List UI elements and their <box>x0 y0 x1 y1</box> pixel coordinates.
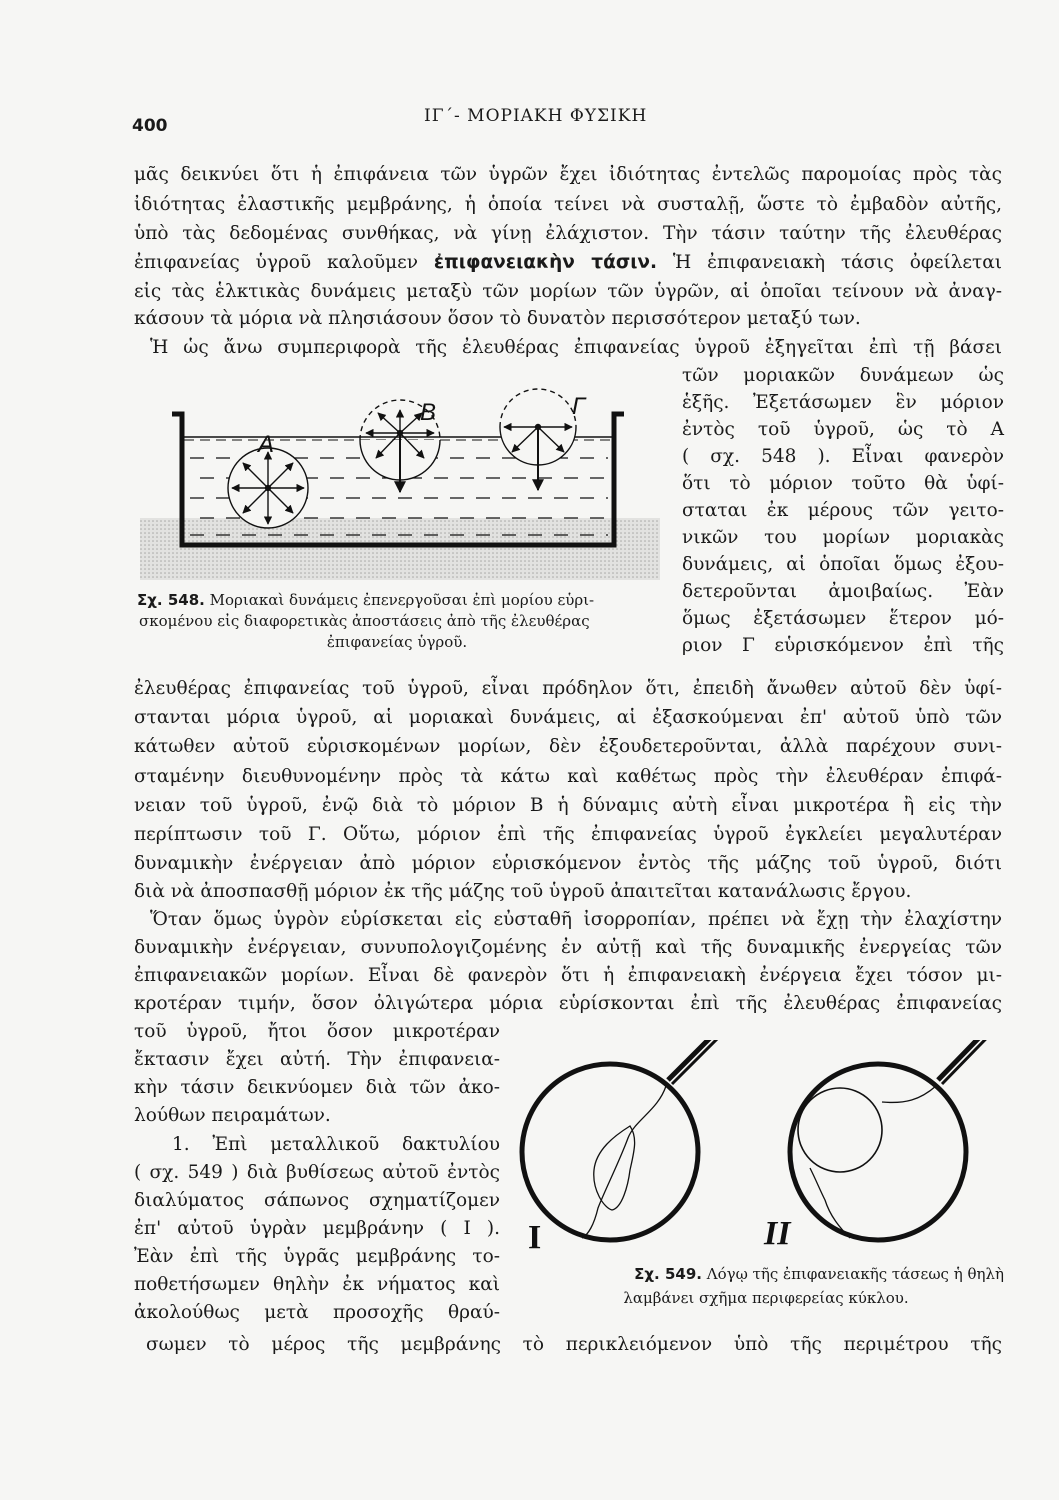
text-fragment: ἐπιφανείας ὑγροῦ καλοῦμεν <box>134 252 434 273</box>
text-line: σταμένην διευθυνομένην πρὸς τὰ κάτω καὶ καθέτως πρὸς τὴν ἐλευθέραν ἐπιφά- <box>134 766 1002 787</box>
text-line: ἔκτασιν ἔχει αὐτή. Τὴν ἐπιφανεια- <box>134 1049 500 1070</box>
text-line: λούθων πειραμάτων. <box>134 1105 331 1126</box>
text-line: ὑπὸ τὰς δεδομένας συνθήκας, νὰ γίνῃ ἐλάχιστον. Τὴν τάσιν ταύτην τῆς ἐλευθέρας <box>134 223 1002 244</box>
text-line: ἐντὸς τοῦ ὑγροῦ, ὡς τὸ Α <box>682 419 1004 440</box>
page-number: 400 <box>132 116 168 136</box>
label-b: Β <box>420 399 437 426</box>
text-line: ( σχ. 549 ) διὰ βυθίσεως αὐτοῦ ἐντὸς <box>134 1162 500 1183</box>
caption-text: λαμβάνει σχῆμα περιφερείας κύκλου. <box>623 1289 909 1307</box>
text-line: ἑξῆς. Ἐξετάσωμεν ἓν μόριον <box>682 392 1004 413</box>
label-a: Α <box>258 431 275 458</box>
text-line: κάτωθεν αὐτοῦ εὑρισκομένων μορίων, δὲν ἐξουδετεροῦνται, ἀλλὰ παρέχουν συνι- <box>134 736 1002 757</box>
ring-one <box>522 1040 742 1240</box>
text-line: δυνάμεις, αἱ ὁποῖαι ὅμως ἐξου- <box>682 554 1004 575</box>
text-line: νειαν τοῦ ὑγροῦ, ἐνῷ διὰ τὸ μόριον Β ἡ δύναμις αὐτὴ εἶναι μικροτέρα ἢ εἰς τὴν <box>134 795 1002 816</box>
text-line: διὰ νὰ ἀποσπασθῇ μόριον ἐκ τῆς μάζης τοῦ ὑγροῦ ἀπαιτεῖται κατανάλωσις ἔργου. <box>134 881 912 902</box>
text-line: ριον Γ εὑρισκόμενον ἐπὶ τῆς <box>682 635 1004 656</box>
text-line: ἐλευθέρας ἐπιφανείας τοῦ ὑγροῦ, εἶναι πρόδηλον ὅτι, ἐπειδὴ ἄνωθεν αὐτοῦ δὲν ὑφί- <box>134 678 1002 699</box>
text-line-with-term <box>134 251 1002 275</box>
molecule-a <box>228 448 308 528</box>
figure-548 <box>140 380 660 580</box>
text-line: μᾶς δεικνύει ὅτι ἡ ἐπιφάνεια τῶν ὑγρῶν ἔχει ἰδιότητας ἐντελῶς παρομοίας πρὸς τὰς <box>134 164 1002 185</box>
text-line: κροτέραν τιμήν, ὅσον ὀλιγώτερα μόρια εὑρίσκονται ἐπὶ τῆς ἐλευθέρας ἐπιφανείας <box>134 993 1002 1014</box>
molecule-g <box>500 389 576 490</box>
caption-text: Λόγῳ τῆς ἐπιφανειακῆς τάσεως ἡ θηλὴ <box>706 1265 1004 1283</box>
text-line: ( σχ. 548 ). Εἶναι φανερὸν <box>682 446 1004 467</box>
text-line: Ἐὰν ἐπὶ τῆς ὑγρᾶς μεμβράνης το- <box>134 1246 500 1267</box>
text-line: ὅτι τὸ μόριον τοῦτο θὰ ὑφί- <box>682 473 1004 494</box>
text-line: σταται ἐκ μέρους τῶν γειτο- <box>682 500 1004 521</box>
bold-term: ἐπιφανειακὴν τάσιν. <box>433 252 658 273</box>
caption-number: Σχ. 548. <box>137 591 205 609</box>
text-line: Ὅταν ὅμως ὑγρὸν εὑρίσκεται εἰς εὐσταθῆ ἰσορροπίαν, πρέπει νὰ ἔχῃ τὴν ἐλαχίστην <box>150 909 1002 930</box>
text-line: ἐπ' αὐτοῦ ὑγρὰν μεμβράνην ( Ι ). <box>134 1218 500 1239</box>
text-line: διαλύματος σάπωνος σχηματίζομεν <box>134 1190 500 1211</box>
text-line: ὅμως ἐξετάσωμεν ἕτερον μό- <box>682 608 1004 629</box>
label-ring-two: ΙΙ <box>764 1215 791 1252</box>
caption-text: σκομένου εἰς διαφορετικὰς ἀποστάσεις ἀπὸ τῆς ἐλευθέρας <box>139 612 590 630</box>
text-fragment: Ἡ ἐπιφανειακὴ τάσις ὀφείλεται <box>657 252 1002 273</box>
caption-text: ἐπιφανείας ὑγροῦ. <box>326 633 468 651</box>
text-line: κάσουν τὰ μόρια νὰ πλησιάσουν ὅσον τὸ δυνατὸν περισσότερον μεταξύ των. <box>134 308 861 329</box>
ring-two <box>790 1040 1010 1240</box>
table-surface <box>140 518 660 580</box>
text-line: ἀκολούθως μετὰ προσοχῆς θραύ- <box>134 1302 500 1323</box>
text-line: εἰς τὰς ἑλκτικὰς δυνάμεις μεταξὺ τῶν μορίων τῶν ὑγρῶν, αἱ ὁποῖαι τείνουν νὰ ἀναγ- <box>134 281 1002 302</box>
text-line: νικῶν του μορίων μοριακὰς <box>682 527 1004 548</box>
text-line: περίπτωσιν τοῦ Γ. Οὕτω, μόριον ἐπὶ τῆς ἐπιφανείας ὑγροῦ ἐγκλείει μεγαλυτέραν <box>134 824 1002 845</box>
text-line: δετεροῦνται ἀμοιβαίως. Ἐὰν <box>682 581 1004 602</box>
caption-text: Μοριακαὶ δυνάμεις ἐπενεργοῦσαι ἐπὶ μορίου εὑρι- <box>209 591 595 609</box>
running-title: ΙΓ΄- ΜΟΡΙΑΚΗ ΦΥΣΙΚΗ <box>424 106 648 126</box>
caption-number: Σχ. 549. <box>634 1265 702 1283</box>
text-line: τοῦ ὑγροῦ, ἤτοι ὅσον μικροτέραν <box>134 1021 500 1042</box>
text-line: 1. Ἐπὶ μεταλλικοῦ δακτυλίου <box>172 1134 500 1155</box>
text-line: κὴν τάσιν δεικνύομεν διὰ τῶν ἀκο- <box>134 1077 500 1098</box>
text-line: τῶν μοριακῶν δυνάμεων ὡς <box>682 365 1004 386</box>
text-line: ἐπιφανειακῶν μορίων. Εἶναι δὲ φανερὸν ὅτι ἡ ἐπιφανειακὴ ἐνέργεια ἔχει τόσον μι- <box>134 965 1002 986</box>
text-line: Ἡ ὡς ἄνω συμπεριφορὰ τῆς ἐλευθέρας ἐπιφανείας ὑγροῦ ἐξηγεῖται ἐπὶ τῇ βάσει <box>150 337 1002 358</box>
text-line: δυναμικὴν ἐνέργειαν, συνυπολογιζομένης ἐν αὐτῇ καὶ τῆς δυναμικῆς ἐνεργείας τῶν <box>134 937 1002 958</box>
text-line: σωμεν τὸ μέρος τῆς μεμβράνης τὸ περικλειόμενον ὑπὸ τῆς περιμέτρου τῆς <box>146 1334 1002 1355</box>
text-line: στανται μόρια ὑγροῦ, αἱ μοριακαὶ δυνάμεις, αἱ ἐξασκούμεναι ἐπ' αὐτοῦ ὑπὸ τῶν <box>134 707 1002 728</box>
figure-549 <box>510 1040 1030 1260</box>
figure-548-caption <box>137 590 657 653</box>
text-line: ἰδιότητας ἐλαστικῆς μεμβράνης, ἡ ὁποία τείνει νὰ συσταλῇ, ὥστε τὸ ἐμβαδὸν αὐτῆς, <box>134 194 1002 215</box>
text-line: ποθετήσωμεν θηλὴν ἐκ νήματος καὶ <box>134 1274 500 1295</box>
figure-549-caption <box>526 1262 1006 1310</box>
text-line: δυναμικὴν ἐνέργειαν ἀπὸ μόριον εὑρισκόμενον ἐντὸς τῆς μάζης τοῦ ὑγροῦ, διότι <box>134 853 1002 874</box>
label-g: Γ <box>572 393 586 420</box>
label-ring-one: Ι <box>528 1219 542 1256</box>
